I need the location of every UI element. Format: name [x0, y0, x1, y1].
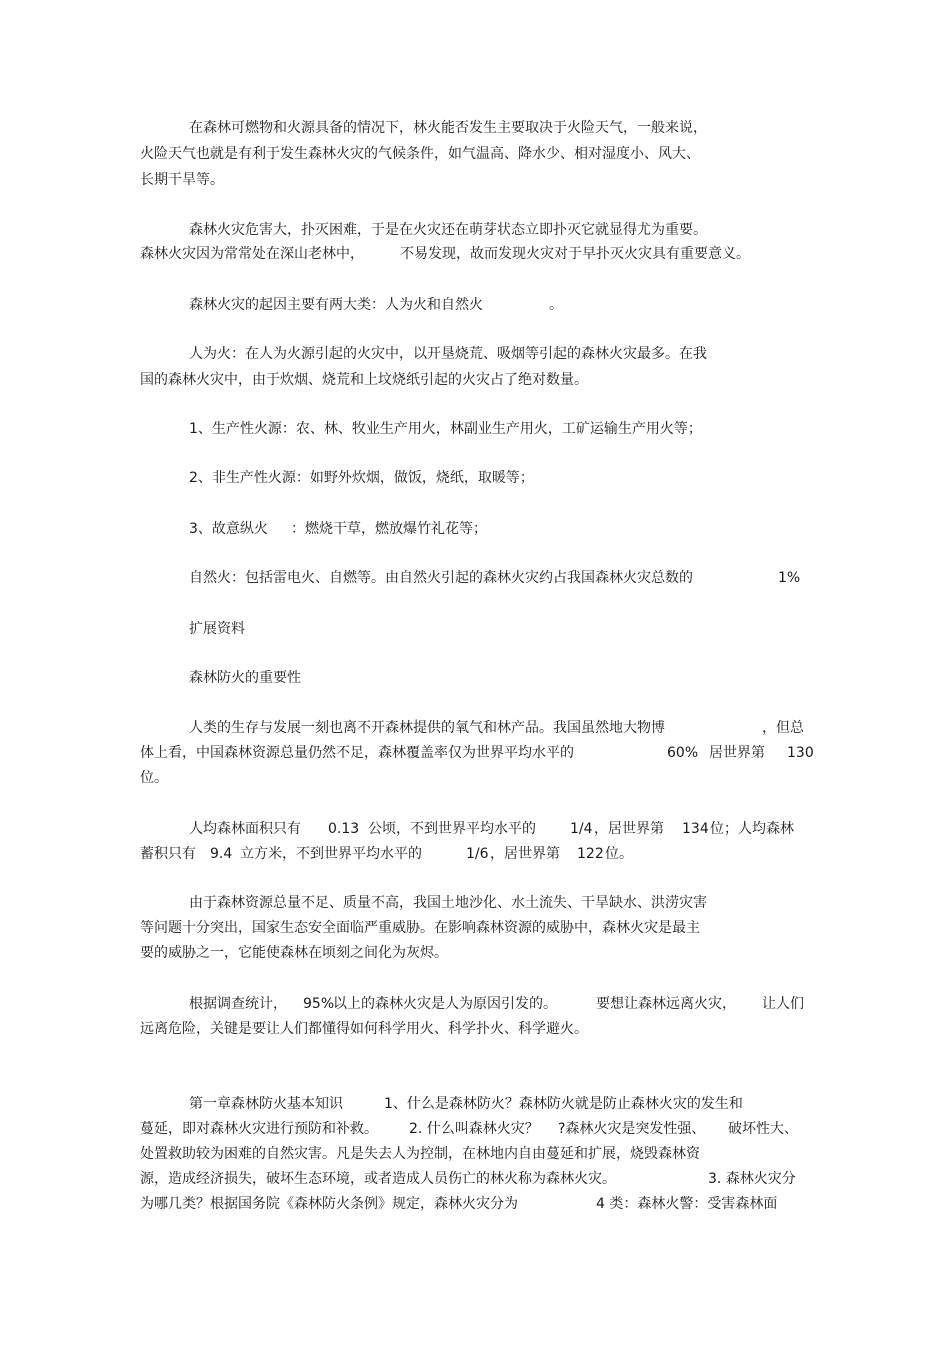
paragraph-line: 第一章森林防火基本知识 — [189, 1096, 343, 1112]
paragraph-line: 蓄积只有 — [140, 846, 196, 862]
paragraph-line: 9.4 — [210, 846, 233, 862]
paragraph-line: 人均森林面积只有 — [189, 821, 301, 837]
paragraph-line: 蔓延，即对森林火灾进行预防和补救。 — [140, 1121, 378, 1137]
paragraph-line: 1/6 — [466, 846, 489, 862]
paragraph-line: 2. 什么叫森林火灾？ — [409, 1121, 539, 1137]
section-heading: 扩展资料 — [189, 621, 245, 637]
paragraph-line: 3. 森林火灾分 — [708, 1171, 796, 1187]
paragraph-line: 134 — [682, 821, 709, 837]
paragraph-line: 处置救助较为困难的自然灾害。凡是失去人为控制，在林地内自由蔓延和扩展，烧毁森林资 — [140, 1146, 700, 1162]
paragraph-line: ，居世界第 — [490, 846, 560, 862]
paragraph-line: 位。 — [140, 770, 168, 786]
paragraph-line: 森林火灾的起因主要有两大类：人为火和自然火 — [189, 297, 483, 313]
paragraph-line: 1、什么是森林防火？森林防火就是防止森林火灾的发生和 — [384, 1096, 743, 1112]
paragraph-line: 1/4 — [570, 821, 593, 837]
paragraph-line: 要想让森林远离火灾， — [596, 996, 736, 1012]
paragraph-line: 为哪几类？根据国务院《森林防火条例》规定，森林火灾分为 — [140, 1196, 518, 1212]
paragraph-line: 等问题十分突出，国家生态安全面临严重威胁。在影响森林资源的威胁中，森林火灾是最主 — [140, 920, 700, 936]
paragraph-line: 森林火灾危害大，扑灭困难，于是在火灾还在萌芽状态立即扑灭它就显得尤为重要。 — [189, 222, 707, 238]
paragraph-line: 以上的森林火灾是人为原因引发的。 — [333, 996, 557, 1012]
paragraph-line: 95% — [303, 996, 335, 1012]
paragraph-line: 居世界第 — [709, 745, 765, 761]
paragraph-line: 0.13 — [328, 821, 360, 837]
paragraph-line: 公顷，不到世界平均水平的 — [368, 821, 536, 837]
paragraph-line: ，居世界第 — [594, 821, 664, 837]
paragraph-line: 国的森林火灾中，由于炊烟、烧荒和上坟烧纸引起的火灾占了绝对数量。 — [140, 372, 588, 388]
paragraph-line: 火险天气也就是有利于发生森林火灾的气候条件，如气温高、降水少、相对湿度小、风大、 — [140, 146, 700, 162]
paragraph-line: 在森林可燃物和火源具备的情况下，林火能否发生主要取决于火险天气，一般来说， — [189, 120, 707, 136]
paragraph-line: 60% — [667, 745, 699, 761]
paragraph-line: ?森林火灾是突发性强、 — [558, 1121, 706, 1137]
list-item: 2、非生产性火源：如野外炊烟，做饭，烧纸，取暖等； — [189, 470, 534, 486]
paragraph-line: 。 — [549, 297, 563, 313]
paragraph-line: 位；人均森林 — [710, 821, 794, 837]
section-subheading: 森林防火的重要性 — [189, 670, 301, 686]
paragraph-line: 位。 — [605, 846, 633, 862]
paragraph-line: 根据调查统计， — [189, 996, 287, 1012]
paragraph-line: 体上看，中国森林资源总量仍然不足，森林覆盖率仅为世界平均水平的 — [140, 745, 574, 761]
paragraph-line: 不易发现，故而发现火灾对于早扑灭火灾具有重要意义。 — [400, 246, 750, 262]
paragraph-line: 人为火：在人为火源引起的火灾中，以开垦烧荒、吸烟等引起的森林火灾最多。在我 — [189, 346, 707, 362]
paragraph-line: 122 — [577, 846, 604, 862]
paragraph-line: 人类的生存与发展一刻也离不开森林提供的氧气和林产品。我国虽然地大物博 — [189, 720, 665, 736]
paragraph-line: 1% — [778, 570, 801, 586]
paragraph-line: 让人们 — [762, 996, 804, 1012]
paragraph-line: 要的威胁之一，它能使森林在顷刻之间化为灰烬。 — [140, 945, 448, 961]
paragraph-line: 源，造成经济损失，破坏生态环境，或者造成人员伤亡的林火称为森林火灾。 — [140, 1171, 616, 1187]
paragraph-line: ，但总 — [762, 720, 804, 736]
paragraph-line: 130 — [787, 745, 814, 761]
paragraph-line: 破坏性大、 — [728, 1121, 798, 1137]
paragraph-line: 由于森林资源总量不足、质量不高，我国土地沙化、水土流失、干旱缺水、洪涝灾害 — [189, 895, 707, 911]
paragraph-line: 长期干旱等。 — [140, 172, 224, 188]
paragraph-line: 4 类：森林火警：受害森林面 — [596, 1196, 778, 1212]
list-item: 1、生产性火源：农、林、牧业生产用火，林副业生产用火，工矿运输生产用火等； — [189, 421, 702, 437]
paragraph-line: 森林火灾因为常常处在深山老林中， — [140, 246, 364, 262]
paragraph-line: 自然火：包括雷电火、自燃等。由自然火引起的森林火灾约占我国森林火灾总数的 — [189, 570, 693, 586]
list-item: 3、故意纵火 — [189, 521, 268, 537]
paragraph-line: 立方米，不到世界平均水平的 — [240, 846, 422, 862]
paragraph-line: 远离危险，关键是要让人们都懂得如何科学用火、科学扑火、科学避火。 — [140, 1021, 588, 1037]
list-item: ：燃烧干草，燃放爆竹礼花等； — [291, 521, 487, 537]
